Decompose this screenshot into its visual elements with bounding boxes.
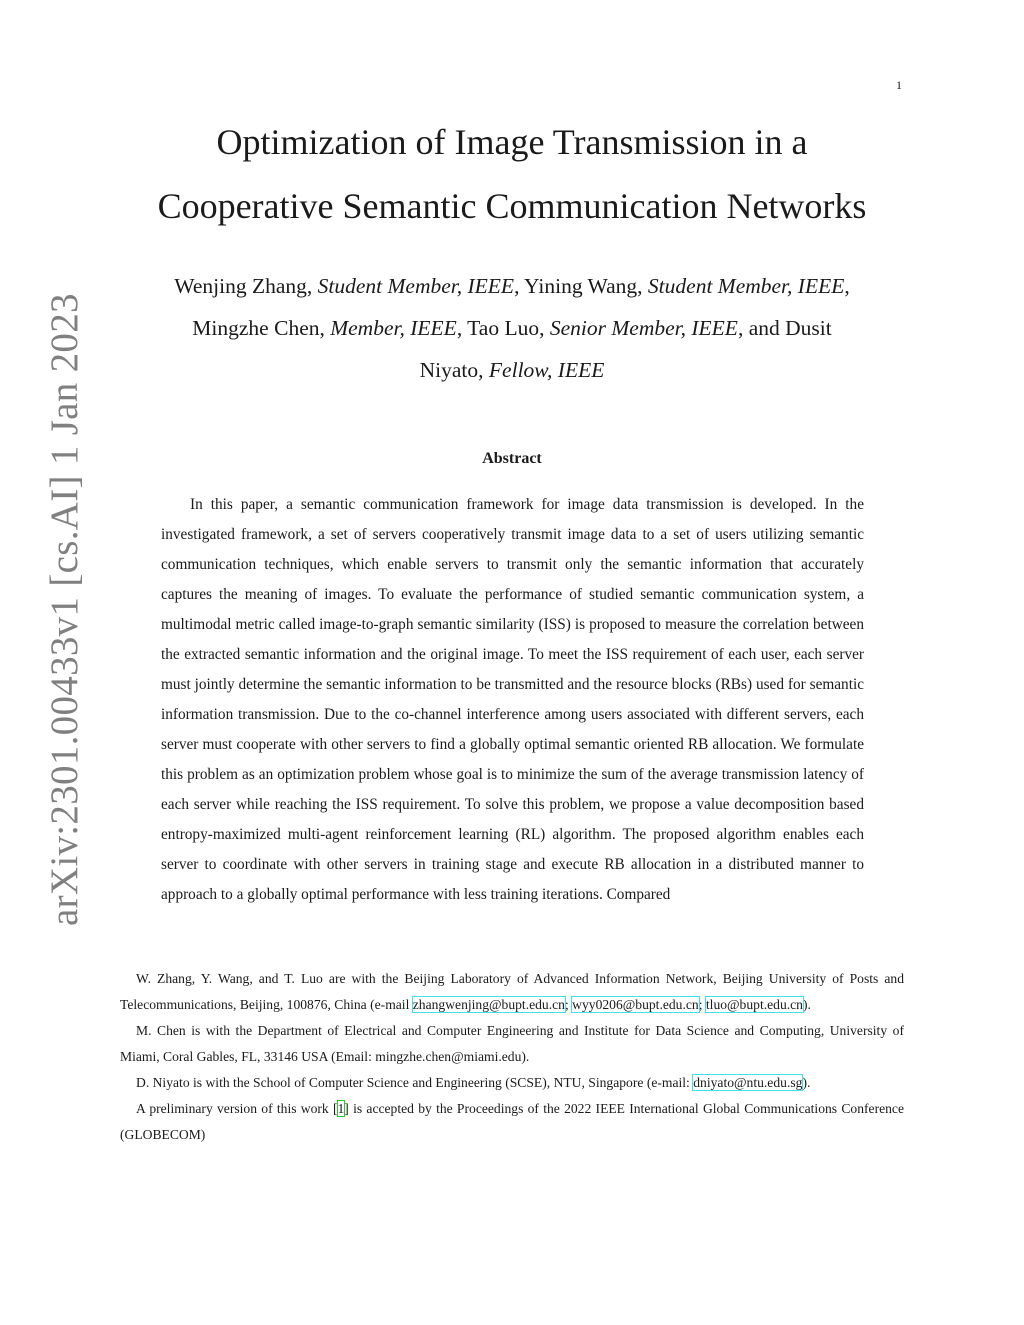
arxiv-identifier-stamp: arXiv:2301.00433v1 [cs.AI] 1 Jan 2023 bbox=[43, 293, 86, 926]
footnote-text: W. Zhang, Y. Wang, and T. Luo are with the Beijing Laboratory of Advanced Information Network, Beijing University of Posts and Telecommunications, Beijing, 100876, China (e-mail bbox=[120, 971, 904, 1012]
author-membership: Student Member, IEEE bbox=[317, 274, 515, 298]
email-link[interactable]: tluo@bupt.edu.cn bbox=[705, 997, 803, 1012]
footnote-text: ). bbox=[802, 1075, 811, 1090]
footnote-text: is accepted by the Proceedings of the 2022 IEEE International Global Communications Conference (GLOBECOM) bbox=[120, 1101, 904, 1142]
footnote-preliminary-version bbox=[120, 1096, 904, 1148]
footnotes bbox=[120, 966, 904, 1148]
author-line-3 bbox=[120, 349, 904, 391]
email-link[interactable]: wyy0206@bupt.edu.cn bbox=[572, 997, 699, 1012]
title-line-1: Optimization of Image Transmission in a bbox=[216, 122, 808, 162]
footnote-affiliation-3 bbox=[120, 1070, 904, 1096]
footnote-text: A preliminary version of this work bbox=[136, 1101, 333, 1116]
paper-title bbox=[0, 110, 1024, 238]
author-membership: Senior Member, IEEE bbox=[549, 316, 738, 340]
footnote-affiliation-1 bbox=[120, 966, 904, 1018]
footnote-separator: ; bbox=[698, 997, 706, 1012]
page-number: 1 bbox=[896, 78, 902, 92]
email-link[interactable]: dniyato@ntu.edu.sg bbox=[693, 1075, 803, 1090]
author-membership: Member, IEEE bbox=[330, 316, 457, 340]
footnote-text: D. Niyato is with the School of Computer Science and Engineering (SCSE), NTU, Singapore (e-mail: bbox=[136, 1075, 694, 1090]
author-name: Wenjing Zhang, bbox=[174, 274, 318, 298]
author-membership: Fellow, IEEE bbox=[488, 358, 605, 382]
footnote-text: ). bbox=[802, 997, 811, 1012]
author-name: , Yining Wang, bbox=[514, 274, 648, 298]
author-membership: Student Member, IEEE bbox=[647, 274, 845, 298]
author-name: , Tao Luo, bbox=[456, 316, 550, 340]
author-line-1 bbox=[120, 265, 904, 307]
citation-bracket: ] bbox=[344, 1101, 349, 1116]
author-separator: , bbox=[844, 274, 850, 298]
title-line-2: Cooperative Semantic Communication Networks bbox=[157, 186, 867, 226]
citation-bracket: [ bbox=[332, 1101, 338, 1116]
citation-link[interactable]: 1 bbox=[337, 1101, 345, 1116]
abstract-heading: Abstract bbox=[482, 450, 542, 467]
author-name: Niyato, bbox=[419, 358, 489, 382]
author-line-2 bbox=[120, 307, 904, 349]
author-name: , and Dusit bbox=[737, 316, 832, 340]
footnote-affiliation-2: M. Chen is with the Department of Electrical and Computer Engineering and Institute for Data Science and Computing, University of Miami, Coral Gables, FL, 33146 USA (Email: mingzhe.chen@miami.edu). bbox=[120, 1023, 904, 1064]
footnote-separator: ; bbox=[564, 997, 573, 1012]
author-list bbox=[120, 265, 904, 391]
email-link[interactable]: zhangwenjing@bupt.edu.cn bbox=[412, 997, 565, 1012]
abstract-text: In this paper, a semantic communication framework for image data transmission is developed. In the investigated framework, a set of servers cooperatively transmit image data to a set of users utilizing semantic communication techniques, which enable servers to transmit only the semantic information that accurately captures the meaning of images. To evaluate the performance of studied semantic communication system, a multimodal metric called image-to-graph semantic similarity (ISS) is proposed to measure the correlation between the extracted semantic information and the original image. To meet the ISS requirement of each user, each server must jointly determine the semantic information to be transmitted and the resource blocks (RBs) used for semantic information transmission. Due to the co-channel interference among users associated with different servers, each server must cooperate with other servers to find a globally optimal semantic oriented RB allocation. We formulate this problem as an optimization problem whose goal is to minimize the sum of the average transmission latency of each server while reaching the ISS requirement. To solve this problem, we propose a value decomposition based entropy-maximized multi-agent reinforcement learning (RL) algorithm. The proposed algorithm enables each server to coordinate with other servers in training stage and execute RB allocation in a distributed manner to approach to a globally optimal performance with less training iterations. Compared bbox=[161, 496, 864, 903]
author-name: Mingzhe Chen, bbox=[192, 316, 331, 340]
